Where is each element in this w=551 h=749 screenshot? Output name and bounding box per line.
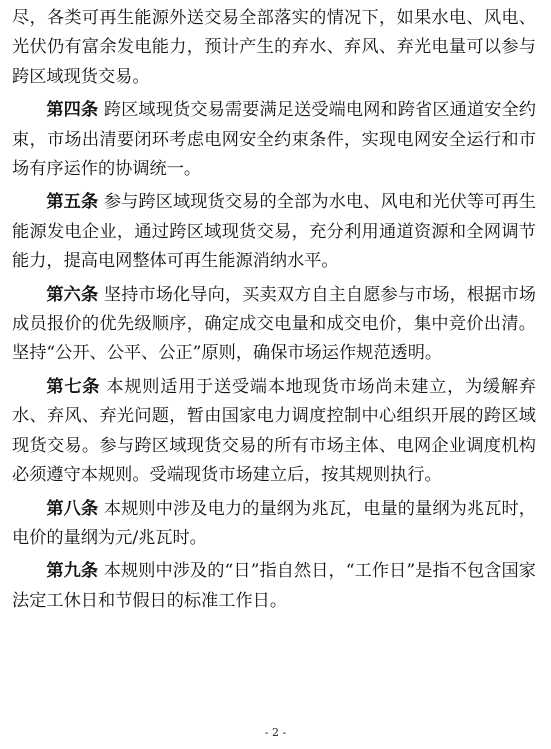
article-label: 第九条	[46, 561, 99, 582]
article-text: 坚持市场化导向，买卖双方自主自愿参与市场，根据市场成员报价的优先级顺序，确定成交电量和成交电价，集中竞价出清。坚持“公开、公平、公正”原则，确保市场运作规范透明。	[12, 284, 536, 364]
article-5	[12, 188, 536, 276]
article-4	[12, 96, 536, 184]
article-text: 本规则中涉及的“日”指自然日，“工作日”是指不包含国家法定工休日和节假日的标准工作日。	[12, 561, 536, 611]
article-8	[12, 495, 536, 554]
paragraph-continuation	[12, 4, 536, 92]
page-number: - 2 -	[264, 726, 287, 739]
article-text: 跨区域现货交易需要满足送受端电网和跨省区通道安全约束，市场出清要闭环考虑电网安全约束条件，实现电网安全运行和市场有序运作的协调统一。	[12, 100, 536, 180]
article-label: 第五条	[46, 192, 99, 213]
article-7	[12, 373, 536, 491]
article-text: 参与跨区域现货交易的全部为水电、风电和光伏等可再生能源发电企业，通过跨区域现货交易，充分利用通道资源和全网调节能力，提高电网整体可再生能源消纳水平。	[12, 192, 536, 272]
article-9	[12, 557, 536, 616]
article-label: 第四条	[46, 100, 99, 121]
document-body	[12, 4, 536, 620]
article-6	[12, 281, 536, 369]
article-text: 本规则适用于送受端本地现货市场尚未建立，为缓解弃水、弃风、弃光问题，暂由国家电力调度控制中心组织开展的跨区域现货交易。参与跨区域现货交易的所有市场主体、电网企业调度机构必须遵守本规则。受端现货市场建立后，按其规则执行。	[12, 376, 536, 486]
article-label: 第六条	[46, 284, 99, 305]
paragraph-text: 尽，各类可再生能源外送交易全部落实的情况下，如果水电、风电、光伏仍有富余发电能力，预计产生的弃水、弃风、弃光电量可以参与跨区域现货交易。	[12, 8, 536, 87]
article-text: 本规则中涉及电力的量纲为兆瓦，电量的量纲为兆瓦时，电价的量纲为元/兆瓦时。	[12, 498, 536, 548]
article-label: 第八条	[46, 498, 99, 519]
article-label: 第七条	[46, 376, 101, 397]
